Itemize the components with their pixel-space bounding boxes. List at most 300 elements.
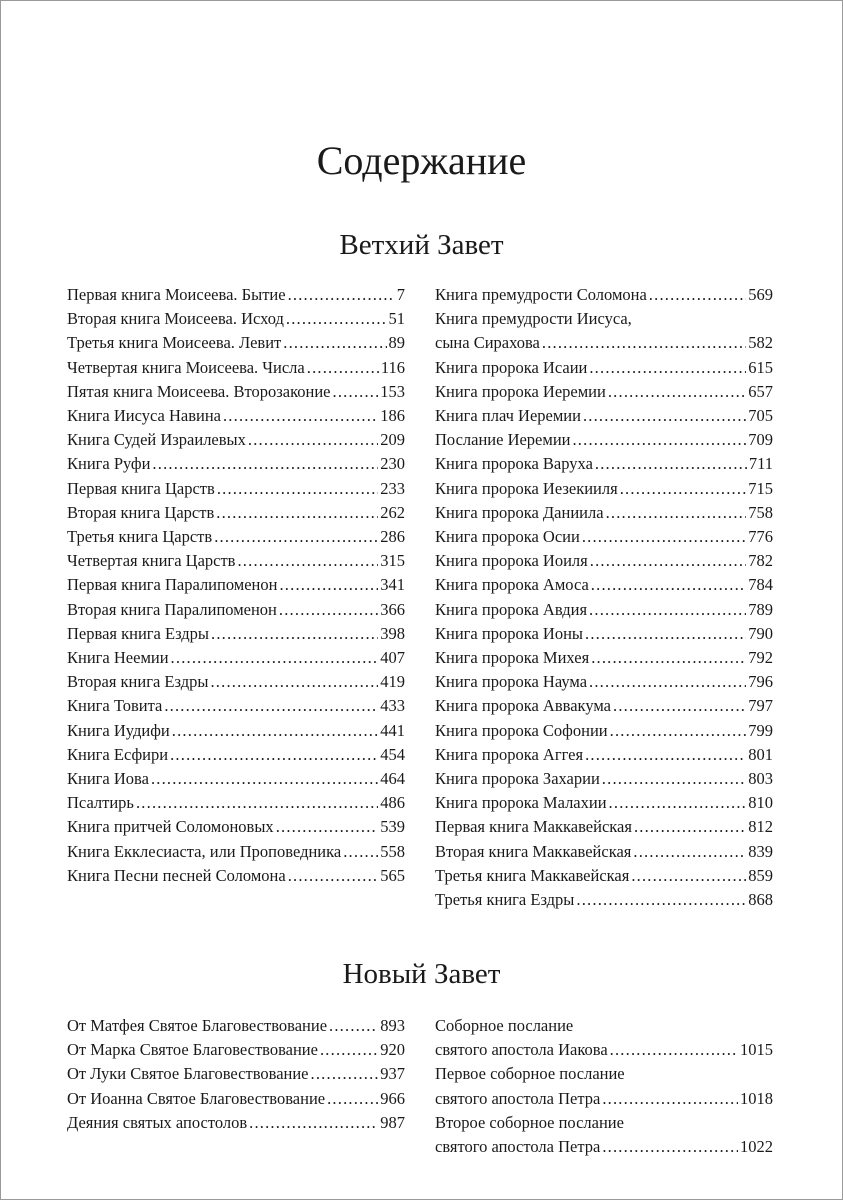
toc-entry-row (67, 1038, 405, 1062)
toc-entry-page-number: 153 (380, 381, 405, 401)
toc-entry-row (435, 888, 773, 912)
toc-entry-page-number: 803 (748, 769, 773, 789)
toc-entry-row (435, 743, 773, 767)
toc-entry-label: Первая книга Маккавейская (435, 817, 632, 837)
toc-entry[interactable] (435, 622, 773, 646)
toc-entry[interactable] (435, 864, 773, 888)
toc-entry-row (435, 356, 773, 380)
toc-entry-title-line: Книга премудрости Иисуса, (435, 309, 632, 329)
toc-entry-label: святого апостола Петра (435, 1088, 601, 1108)
dot-leader (216, 501, 378, 525)
toc-entry-page-number: 7 (396, 285, 405, 304)
toc-entry-label: Книга Товита (67, 696, 163, 716)
toc-entry[interactable] (435, 598, 773, 622)
toc-entry-page-number: 893 (380, 1016, 405, 1035)
toc-entry[interactable] (67, 1062, 405, 1086)
toc-entry-row (67, 646, 405, 670)
toc-entry-title-line: Первое соборное послание (435, 1064, 625, 1084)
toc-entry-page-number: 89 (388, 333, 405, 353)
toc-entry-label: Книга пророка Аггея (435, 744, 584, 764)
toc-entry[interactable] (435, 840, 773, 864)
toc-entry-page-number: 790 (748, 623, 773, 643)
toc-entry-row (435, 477, 773, 501)
toc-entry-label: Книга пророка Аввакума (435, 696, 611, 716)
toc-entry-label: Книга пророка Осии (435, 527, 580, 547)
toc-entry[interactable] (435, 743, 773, 767)
toc-entry-label: Книга пророка Михея (435, 648, 590, 668)
toc-entry-row (435, 525, 773, 549)
toc-entry-label: Четвертая книга Моисеева. Числа (67, 357, 305, 377)
dot-leader (589, 670, 746, 694)
toc-entry-row (435, 767, 773, 791)
dot-leader (288, 283, 395, 307)
toc-entry-title-line: Второе соборное послание (435, 1112, 624, 1132)
dot-leader (620, 477, 747, 501)
toc-entry-label: Книга Песни песней Соломона (67, 865, 286, 885)
dot-leader (172, 719, 378, 743)
toc-entry[interactable] (435, 525, 773, 549)
toc-entry[interactable] (435, 380, 773, 404)
dot-leader (576, 888, 746, 912)
toc-entry-row (67, 840, 405, 864)
toc-entry-row (435, 549, 773, 573)
toc-entry-row (435, 428, 773, 452)
toc-entry-page-number: 987 (380, 1112, 405, 1132)
dot-leader (591, 646, 746, 670)
toc-entry-label: Книга пророка Наума (435, 672, 588, 692)
toc-entry-label: Третья книга Царств (67, 527, 213, 547)
toc-entry-row (67, 331, 405, 355)
toc-entry-page-number: 407 (380, 648, 405, 668)
toc-entry[interactable] (67, 428, 405, 452)
old-testament-left-column (67, 283, 405, 888)
toc-entry-label: Книга Екклесиаста, или Проповедника (67, 841, 342, 861)
toc-entry-label: святого апостола Петра (435, 1137, 601, 1157)
toc-entry[interactable] (67, 380, 405, 404)
toc-entry-label: Книга премудрости Соломона (435, 285, 647, 304)
toc-entry-row (435, 380, 773, 404)
toc-entry-row (67, 622, 405, 646)
toc-entry-label: Первая книга Паралипоменон (67, 575, 278, 595)
toc-entry-page-number: 776 (748, 527, 773, 547)
toc-entry-page-number: 486 (380, 793, 405, 813)
toc-entry-label: Четвертая книга Царств (67, 551, 236, 571)
toc-entry-row (67, 719, 405, 743)
dot-leader (210, 670, 378, 694)
toc-entry-row (67, 501, 405, 525)
toc-entry-row (435, 501, 773, 525)
toc-entry-row (67, 380, 405, 404)
toc-entry-page-number: 1022 (740, 1137, 773, 1157)
dot-leader (171, 646, 379, 670)
dot-leader (602, 767, 746, 791)
toc-entry-page-number: 657 (748, 381, 773, 401)
toc-entry-row (67, 356, 405, 380)
toc-entry-page-number: 920 (380, 1040, 405, 1060)
toc-entry[interactable] (67, 404, 405, 428)
toc-entry-row (435, 1135, 773, 1159)
toc-entry-row (67, 549, 405, 573)
toc-entry-row (435, 283, 773, 307)
toc-entry-label: Книга пророка Иеремии (435, 381, 606, 401)
toc-entry[interactable] (67, 356, 405, 380)
toc-entry[interactable] (435, 767, 773, 791)
toc-entry-page-number: 230 (380, 454, 405, 474)
dot-leader (583, 404, 746, 428)
toc-entry[interactable] (435, 501, 773, 525)
new-testament-right-column (435, 1014, 773, 1159)
toc-entry-page-number: 51 (388, 309, 405, 329)
toc-entry[interactable] (67, 1038, 405, 1062)
toc-entry[interactable] (435, 646, 773, 670)
toc-entry[interactable] (67, 549, 405, 573)
toc-entry-page-number: 859 (748, 865, 773, 885)
dot-leader (217, 477, 378, 501)
toc-entry-page-number: 454 (380, 744, 405, 764)
toc-entry-label: Книга пророка Иоиля (435, 551, 588, 571)
toc-entry-label: Книга пророка Софонии (435, 720, 608, 740)
dot-leader (609, 791, 747, 815)
toc-entry-label: Первая книга Ездры (67, 623, 210, 643)
toc-entry-row (435, 840, 773, 864)
toc-entry-row (435, 331, 773, 355)
dot-leader (151, 767, 378, 791)
dot-leader (602, 1087, 738, 1111)
toc-entry-page-number: 839 (748, 841, 773, 861)
toc-entry[interactable] (67, 622, 405, 646)
toc-entry[interactable] (67, 598, 405, 622)
dot-leader (276, 815, 379, 839)
toc-entry-page-number: 539 (380, 817, 405, 837)
toc-entry-page-number: 582 (748, 333, 773, 353)
toc-entry[interactable] (67, 283, 405, 307)
toc-entry-row (67, 283, 405, 307)
toc-entry-page-number: 116 (380, 357, 405, 377)
toc-entry[interactable] (67, 646, 405, 670)
toc-entry[interactable] (67, 791, 405, 815)
toc-entry-row (435, 646, 773, 670)
toc-entry-label: Книга пророка Амоса (435, 575, 589, 595)
toc-entry-label: Вторая книга Ездры (67, 672, 209, 692)
toc-entry-row (67, 307, 405, 331)
section-heading-old-testament: Ветхий Завет (339, 229, 504, 261)
toc-entry-label: святого апостола Иакова (435, 1040, 608, 1060)
dot-leader (283, 331, 386, 355)
toc-entry-page-number: 315 (380, 551, 405, 571)
toc-entry-page-number: 1015 (740, 1040, 773, 1060)
toc-entry-title-line: Соборное послание (435, 1016, 574, 1035)
toc-entry-row (67, 670, 405, 694)
toc-entry[interactable] (67, 525, 405, 549)
toc-entry-label: Вторая книга Моисеева. Исход (67, 309, 284, 329)
dot-leader (286, 307, 387, 331)
dot-leader (608, 380, 746, 404)
dot-leader (333, 380, 379, 404)
toc-entry-row (67, 452, 405, 476)
toc-entry[interactable] (67, 719, 405, 743)
dot-leader (343, 840, 378, 864)
toc-entry[interactable] (435, 307, 773, 355)
dot-leader (170, 743, 378, 767)
toc-entry-label: От Марка Святое Благовествование (67, 1040, 318, 1060)
toc-entry[interactable] (435, 888, 773, 912)
toc-entry[interactable] (435, 694, 773, 718)
toc-entry-label: Книга Иова (67, 769, 149, 789)
toc-entry-label: Книга пророка Ионы (435, 623, 584, 643)
toc-entry-label: Третья книга Моисеева. Левит (67, 333, 282, 353)
toc-entry-page-number: 1018 (740, 1088, 773, 1108)
toc-entry[interactable] (435, 428, 773, 452)
toc-entry[interactable] (435, 791, 773, 815)
toc-entry[interactable] (435, 573, 773, 597)
toc-entry-page-number: 966 (380, 1088, 405, 1108)
toc-entry-row (435, 815, 773, 839)
toc-entry[interactable] (67, 477, 405, 501)
toc-entry-row (67, 1111, 405, 1135)
toc-entry-page-number: 569 (748, 285, 773, 304)
toc-entry-page-number: 615 (748, 357, 773, 377)
dot-leader (237, 549, 378, 573)
dot-leader (136, 791, 378, 815)
dot-leader (606, 501, 747, 525)
toc-entry-label: Книга Есфири (67, 744, 169, 764)
dot-leader (311, 1062, 379, 1086)
toc-entry-label: Псалтирь (67, 793, 134, 813)
dot-leader (164, 694, 378, 718)
toc-entry[interactable] (435, 283, 773, 307)
toc-entry-page-number: 233 (380, 478, 405, 498)
toc-entry[interactable] (435, 1062, 773, 1110)
toc-entry-row (67, 1062, 405, 1086)
toc-entry-row (67, 477, 405, 501)
toc-entry-label: От Матфея Святое Благовествование (67, 1016, 328, 1035)
toc-entry-label: Книга пророка Авдия (435, 599, 588, 619)
toc-entry-label: Книга плач Иеремии (435, 406, 581, 426)
toc-entry[interactable] (435, 549, 773, 573)
toc-entry[interactable] (67, 307, 405, 331)
dot-leader (214, 525, 378, 549)
toc-entry[interactable] (435, 1014, 773, 1062)
toc-entry-label: Книга пророка Малахии (435, 793, 607, 813)
toc-entry[interactable] (67, 331, 405, 355)
toc-entry[interactable] (67, 1111, 405, 1135)
toc-entry[interactable] (435, 477, 773, 501)
toc-entry-label: Первая книга Моисеева. Бытие (67, 285, 286, 304)
toc-entry-label: Книга пророка Иезекииля (435, 478, 618, 498)
toc-entry-page-number: 796 (748, 672, 773, 692)
toc-entry-page-number: 558 (380, 841, 405, 861)
toc-entry-page-number: 709 (748, 430, 773, 450)
toc-entry-label: Книга притчей Соломоновых (67, 817, 274, 837)
toc-entry-page-number: 419 (380, 672, 405, 692)
toc-entry-label: Деяния святых апостолов (67, 1112, 248, 1132)
toc-entry-label: Пятая книга Моисеева. Второзаконие (67, 381, 331, 401)
toc-entry-row (67, 404, 405, 428)
toc-entry-label: Вторая книга Маккавейская (435, 841, 632, 861)
toc-entry-row (67, 864, 405, 888)
toc-entry-page-number: 937 (380, 1064, 405, 1084)
toc-entry-row (67, 428, 405, 452)
toc-entry-row (435, 719, 773, 743)
toc-entry-page-number: 186 (380, 406, 405, 426)
toc-entry[interactable] (67, 864, 405, 888)
dot-leader (320, 1038, 378, 1062)
toc-entry-row (435, 1087, 773, 1111)
toc-entry-label: Книга Иисуса Навина (67, 406, 221, 426)
toc-entry-row (435, 670, 773, 694)
new-testament-left-column (67, 1014, 405, 1135)
dot-leader (585, 743, 746, 767)
dot-leader (288, 864, 379, 888)
toc-entry-label: Книга Руфи (67, 454, 151, 474)
toc-entry-row (67, 573, 405, 597)
toc-entry-page-number: 464 (380, 769, 405, 789)
dot-leader (223, 404, 378, 428)
toc-entry-row (435, 864, 773, 888)
section-heading-new-testament: Новый Завет (342, 958, 501, 990)
toc-entry-row (67, 791, 405, 815)
toc-entry-row (435, 404, 773, 428)
toc-entry-label: От Иоанна Святое Благовествование (67, 1088, 326, 1108)
toc-entry-label: Вторая книга Паралипоменон (67, 599, 277, 619)
toc-entry-label: Книга Иудифи (67, 720, 170, 740)
toc-entry[interactable] (67, 694, 405, 718)
dot-leader (307, 356, 379, 380)
toc-entry-page-number: 810 (748, 793, 773, 813)
toc-entry-label: От Луки Святое Благовествование (67, 1064, 309, 1084)
toc-entry-page-number: 801 (748, 744, 773, 764)
toc-entry-row (435, 452, 773, 476)
toc-entry[interactable] (67, 743, 405, 767)
toc-entry-row (435, 622, 773, 646)
toc-entry-label: Третья книга Ездры (435, 890, 575, 910)
toc-entry-row (435, 598, 773, 622)
dot-leader (591, 573, 746, 597)
dot-leader (582, 525, 746, 549)
toc-entry-label: Послание Иеремии (435, 430, 571, 450)
toc-entry[interactable] (435, 815, 773, 839)
toc-entry-row (67, 525, 405, 549)
dot-leader (633, 840, 746, 864)
toc-entry-label: Вторая книга Царств (67, 502, 215, 522)
toc-entry-page-number: 209 (380, 430, 405, 450)
toc-entry-label: Книга пророка Варуха (435, 454, 593, 474)
toc-entry-page-number: 705 (748, 406, 773, 426)
dot-leader (542, 331, 746, 355)
toc-entry-label: Книга Судей Израилевых (67, 430, 246, 450)
toc-entry-page-number: 782 (748, 551, 773, 571)
dot-leader (589, 356, 746, 380)
dot-leader (589, 598, 746, 622)
dot-leader (602, 1135, 738, 1159)
toc-entry[interactable] (67, 767, 405, 791)
toc-entry-row (67, 1087, 405, 1111)
dot-leader (585, 622, 746, 646)
dot-leader (590, 549, 747, 573)
toc-entry-row (67, 1014, 405, 1038)
toc-entry-row (435, 694, 773, 718)
toc-entry-page-number: 341 (380, 575, 405, 595)
dot-leader (279, 598, 378, 622)
toc-entry[interactable] (67, 573, 405, 597)
toc-entry[interactable] (435, 670, 773, 694)
dot-leader (595, 452, 747, 476)
dot-leader (152, 452, 378, 476)
toc-entry-row (67, 743, 405, 767)
toc-entry-page-number: 711 (748, 454, 773, 474)
toc-entry[interactable] (67, 452, 405, 476)
toc-entry-page-number: 797 (748, 696, 773, 716)
toc-entry[interactable] (435, 452, 773, 476)
toc-entry-page-number: 366 (380, 599, 405, 619)
toc-entry[interactable] (435, 404, 773, 428)
toc-entry-row (67, 815, 405, 839)
toc-entry-page-number: 784 (748, 575, 773, 595)
dot-leader (613, 694, 746, 718)
toc-entry[interactable] (435, 1111, 773, 1159)
toc-entry-label: Книга пророка Захарии (435, 769, 600, 789)
dot-leader (610, 719, 747, 743)
toc-entry[interactable] (67, 670, 405, 694)
toc-entry-page-number: 433 (380, 696, 405, 716)
dot-leader (211, 622, 378, 646)
dot-leader (572, 428, 746, 452)
toc-entry[interactable] (67, 501, 405, 525)
toc-entry-page-number: 441 (380, 720, 405, 740)
toc-entry-page-number: 812 (748, 817, 773, 837)
toc-entry[interactable] (67, 815, 405, 839)
toc-entry-page-number: 286 (380, 527, 405, 547)
dot-leader (248, 428, 378, 452)
toc-entry-label: Книга Неемии (67, 648, 169, 668)
toc-entry-label: Книга пророка Даниила (435, 502, 604, 522)
toc-entry-page-number: 789 (748, 599, 773, 619)
toc-entry-page-number: 868 (748, 890, 773, 910)
toc-entry-page-number: 715 (748, 478, 773, 498)
toc-entry[interactable] (67, 840, 405, 864)
toc-entry-page-number: 799 (748, 720, 773, 740)
dot-leader (327, 1087, 378, 1111)
toc-entry[interactable] (435, 719, 773, 743)
toc-entry-page-number: 565 (380, 865, 405, 885)
dot-leader (634, 815, 746, 839)
toc-entry-page-number: 792 (748, 648, 773, 668)
page-title: Содержание (316, 138, 527, 183)
dot-leader (631, 864, 746, 888)
dot-leader (610, 1038, 738, 1062)
toc-entry-row (67, 694, 405, 718)
dot-leader (329, 1014, 378, 1038)
toc-entry-label: Первая книга Царств (67, 478, 215, 498)
toc-entry-label: сына Сирахова (435, 333, 540, 353)
toc-entry-label: Книга пророка Исаии (435, 357, 588, 377)
toc-entry-page-number: 758 (748, 502, 773, 522)
toc-entry[interactable] (67, 1087, 405, 1111)
toc-entry-row (67, 598, 405, 622)
toc-entry[interactable] (435, 356, 773, 380)
toc-entry-row (435, 791, 773, 815)
dot-leader (279, 573, 378, 597)
toc-entry-page-number: 262 (380, 502, 405, 522)
toc-entry-row (435, 573, 773, 597)
old-testament-right-column (435, 283, 773, 912)
toc-entry-label: Третья книга Маккавейская (435, 865, 630, 885)
toc-entry-page-number: 398 (380, 623, 405, 643)
dot-leader (649, 283, 746, 307)
toc-entry-row (67, 767, 405, 791)
toc-entry-row (435, 1038, 773, 1062)
toc-entry[interactable] (67, 1014, 405, 1038)
